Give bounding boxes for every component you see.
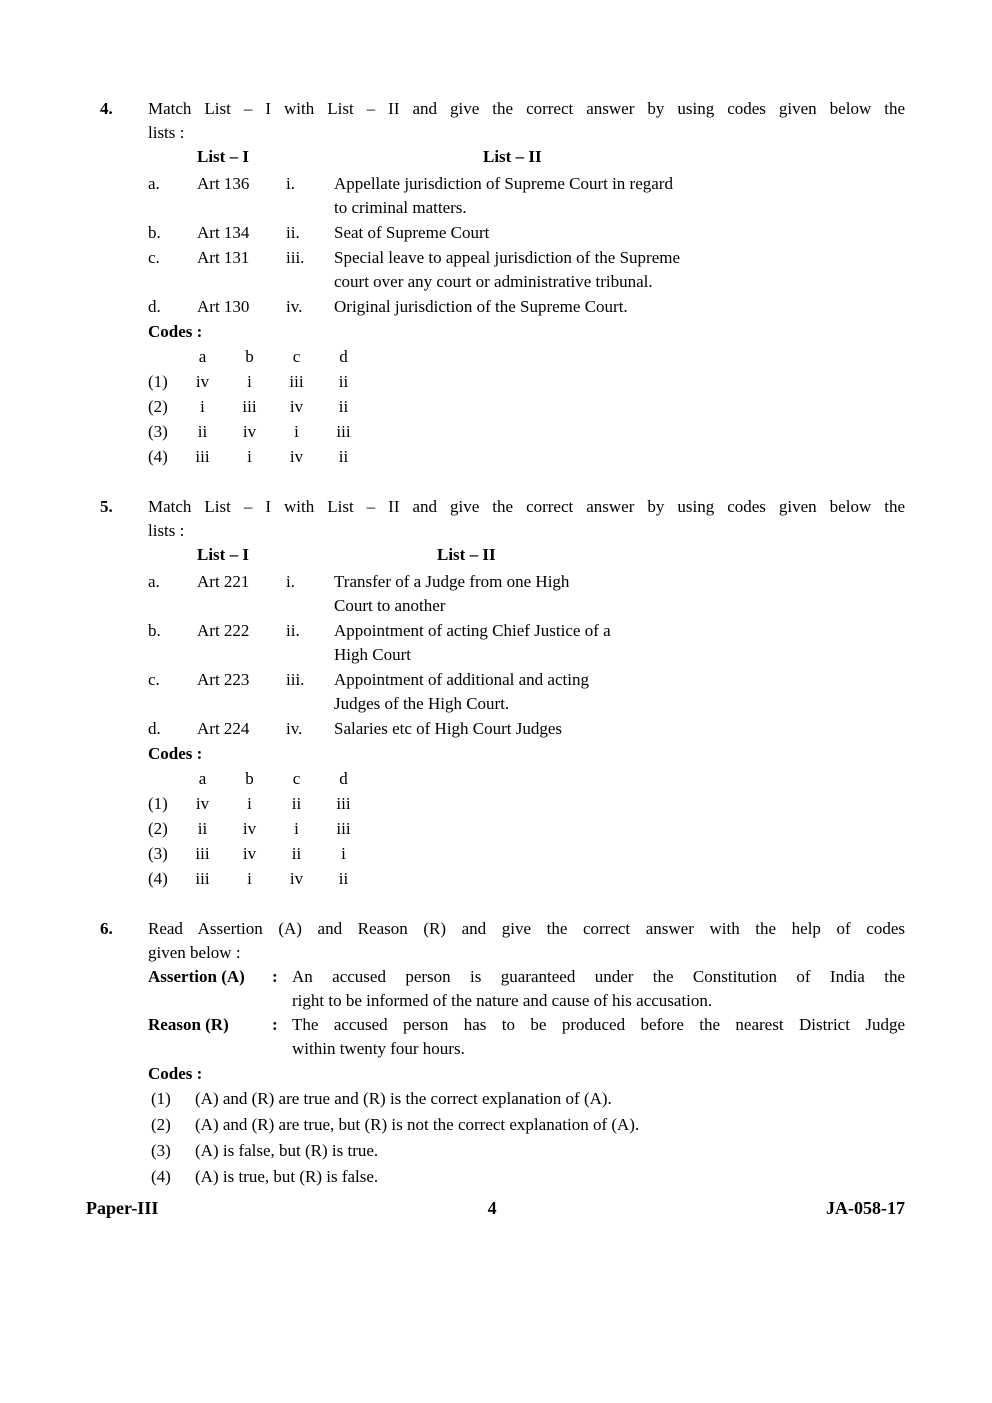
codes-value-b: iv [242, 422, 257, 441]
codes-row [148, 369, 905, 394]
item-description: Appointment of acting Chief Justice of a High Court [334, 621, 611, 664]
assertion-label: Assertion (A) [148, 967, 245, 986]
answer-option [148, 1086, 905, 1112]
item-description: Salaries etc of High Court Judges [334, 719, 563, 738]
list-2-header: List – II [437, 545, 496, 564]
item-roman: iv. [286, 719, 303, 738]
codes-header-c: c [292, 347, 301, 366]
codes-value-d: iii [336, 819, 351, 838]
option-text: (A) is true, but (R) is false. [195, 1167, 379, 1186]
codes-header-b: b [245, 769, 254, 788]
item-description: Special leave to appeal jurisdiction of the Supreme court over any court or administrative tribunal. [334, 248, 681, 291]
codes-value-c: iv [289, 447, 304, 466]
item-article: Art 134 [197, 223, 250, 242]
codes-value-b: iv [242, 844, 257, 863]
item-description: Appellate jurisdiction of Supreme Court in regard to criminal matters. [334, 174, 673, 217]
codes-label: Codes : [148, 1064, 203, 1083]
reason-colon: : [272, 1015, 278, 1034]
paper-code: JA-058-17 [825, 1198, 905, 1218]
question-number: 5. [100, 497, 113, 516]
item-roman: i. [286, 572, 295, 591]
codes-row [148, 866, 905, 891]
codes-row [148, 444, 905, 469]
codes-row-number: (2) [148, 819, 168, 838]
codes-value-d: ii [338, 372, 349, 391]
item-label: b. [148, 621, 161, 640]
match-list-items [148, 570, 905, 741]
option-number: (1) [151, 1089, 171, 1108]
item-article: Art 136 [197, 174, 250, 193]
item-description: Original jurisdiction of the Supreme Court. [334, 297, 628, 316]
item-description: Transfer of a Judge from one High Court to another [334, 572, 570, 615]
match-list-item [148, 717, 905, 741]
match-list-item [148, 246, 905, 294]
codes-header-row [148, 344, 905, 369]
codes-row-number: (1) [148, 372, 168, 391]
page-number: 4 [487, 1198, 497, 1218]
item-label: b. [148, 223, 161, 242]
question-body [148, 917, 905, 1190]
paper-label: Paper-III [86, 1198, 159, 1218]
codes-value-d: ii [338, 447, 349, 466]
codes-value-c: ii [291, 844, 302, 863]
reason-row [148, 1013, 905, 1061]
codes-header-d: d [339, 347, 348, 366]
question-intro: Match List – I with List – II and give the correct answer by using codes given below the lists : [148, 497, 905, 540]
item-label: d. [148, 719, 161, 738]
codes-value-a: iii [195, 869, 210, 888]
assertion-row [148, 965, 905, 1013]
codes-row-number: (3) [148, 844, 168, 863]
codes-value-d: ii [338, 869, 349, 888]
codes-value-b: i [247, 794, 252, 813]
codes-value-c: i [294, 819, 299, 838]
match-list-item [148, 570, 905, 618]
codes-value-b: i [247, 447, 252, 466]
codes-value-d: i [341, 844, 346, 863]
item-description: Appointment of additional and acting Judges of the High Court. [334, 670, 589, 713]
codes-row-number: (1) [148, 794, 168, 813]
answer-option [148, 1138, 905, 1164]
question-intro: Match List – I with List – II and give the correct answer by using codes given below the lists : [148, 99, 905, 142]
option-number: (4) [151, 1167, 171, 1186]
codes-value-d: iii [336, 422, 351, 441]
match-list-item [148, 668, 905, 716]
codes-value-b: i [247, 372, 252, 391]
item-article: Art 223 [197, 670, 250, 689]
question-number: 4. [100, 99, 113, 118]
item-roman: iii. [286, 670, 305, 689]
question-4 [100, 97, 905, 469]
codes-label: Codes : [148, 744, 203, 763]
codes-table [148, 344, 905, 469]
codes-value-a: ii [197, 422, 208, 441]
codes-value-a: iii [195, 844, 210, 863]
codes-value-a: iv [195, 794, 210, 813]
codes-header-d: d [339, 769, 348, 788]
option-number: (3) [151, 1141, 171, 1160]
item-roman: ii. [286, 621, 300, 640]
codes-value-a: iii [195, 447, 210, 466]
match-list-item [148, 295, 905, 319]
codes-row-number: (4) [148, 869, 168, 888]
item-label: d. [148, 297, 161, 316]
question-6 [100, 917, 905, 1190]
list-1-header: List – I [197, 147, 249, 166]
item-article: Art 130 [197, 297, 250, 316]
codes-value-b: i [247, 869, 252, 888]
codes-label: Codes : [148, 322, 203, 341]
assertion-colon: : [272, 967, 278, 986]
item-article: Art 224 [197, 719, 250, 738]
question-intro: Read Assertion (A) and Reason (R) and give the correct answer with the help of codes given below : [148, 919, 905, 962]
list-headers [148, 543, 905, 567]
option-text: (A) and (R) are true, but (R) is not the correct explanation of (A). [195, 1115, 640, 1134]
codes-value-a: iv [195, 372, 210, 391]
item-article: Art 131 [197, 248, 250, 267]
codes-row-number: (2) [148, 397, 168, 416]
match-list-item [148, 619, 905, 667]
option-text: (A) and (R) are true and (R) is the correct explanation of (A). [195, 1089, 612, 1108]
codes-table [148, 766, 905, 891]
question-number: 6. [100, 919, 113, 938]
question-body [148, 97, 905, 469]
list-1-header: List – I [197, 545, 249, 564]
match-list-item [148, 221, 905, 245]
assertion-text: An accused person is guaranteed under the Constitution of India the right to be informed of the nature and cause of his accusation. [292, 967, 905, 1010]
codes-value-c: iv [289, 397, 304, 416]
codes-value-c: i [294, 422, 299, 441]
item-label: c. [148, 670, 160, 689]
item-roman: iv. [286, 297, 303, 316]
codes-row [148, 419, 905, 444]
option-text: (A) is false, but (R) is true. [195, 1141, 379, 1160]
question-body [148, 495, 905, 891]
codes-value-d: ii [338, 397, 349, 416]
codes-row [148, 791, 905, 816]
codes-value-c: iv [289, 869, 304, 888]
codes-rows [148, 791, 905, 891]
option-number: (2) [151, 1115, 171, 1134]
codes-row-number: (4) [148, 447, 168, 466]
item-roman: i. [286, 174, 295, 193]
match-list-item [148, 172, 905, 220]
item-roman: iii. [286, 248, 305, 267]
codes-rows [148, 369, 905, 469]
page-footer [86, 1196, 905, 1220]
reason-label: Reason (R) [148, 1015, 229, 1034]
codes-row [148, 394, 905, 419]
codes-header-a: a [198, 347, 207, 366]
item-description: Seat of Supreme Court [334, 223, 490, 242]
item-article: Art 222 [197, 621, 250, 640]
codes-value-a: i [200, 397, 205, 416]
codes-value-b: iv [242, 819, 257, 838]
item-label: a. [148, 174, 160, 193]
item-article: Art 221 [197, 572, 250, 591]
codes-value-a: ii [197, 819, 208, 838]
answer-option [148, 1112, 905, 1138]
answer-option [148, 1164, 905, 1190]
item-label: a. [148, 572, 160, 591]
question-5 [100, 495, 905, 891]
list-2-header: List – II [483, 147, 542, 166]
codes-value-d: iii [336, 794, 351, 813]
codes-value-b: iii [242, 397, 257, 416]
codes-row [148, 841, 905, 866]
match-list-items [148, 172, 905, 319]
codes-header-row [148, 766, 905, 791]
codes-value-c: ii [291, 794, 302, 813]
reason-text: The accused person has to be produced before the nearest District Judge within twenty four hours. [292, 1015, 905, 1058]
codes-header-a: a [198, 769, 207, 788]
list-headers [148, 145, 905, 169]
codes-header-c: c [292, 769, 301, 788]
codes-header-b: b [245, 347, 254, 366]
item-roman: ii. [286, 223, 300, 242]
item-label: c. [148, 248, 160, 267]
codes-value-c: iii [289, 372, 304, 391]
answer-options [148, 1086, 905, 1190]
codes-row [148, 816, 905, 841]
codes-row-number: (3) [148, 422, 168, 441]
